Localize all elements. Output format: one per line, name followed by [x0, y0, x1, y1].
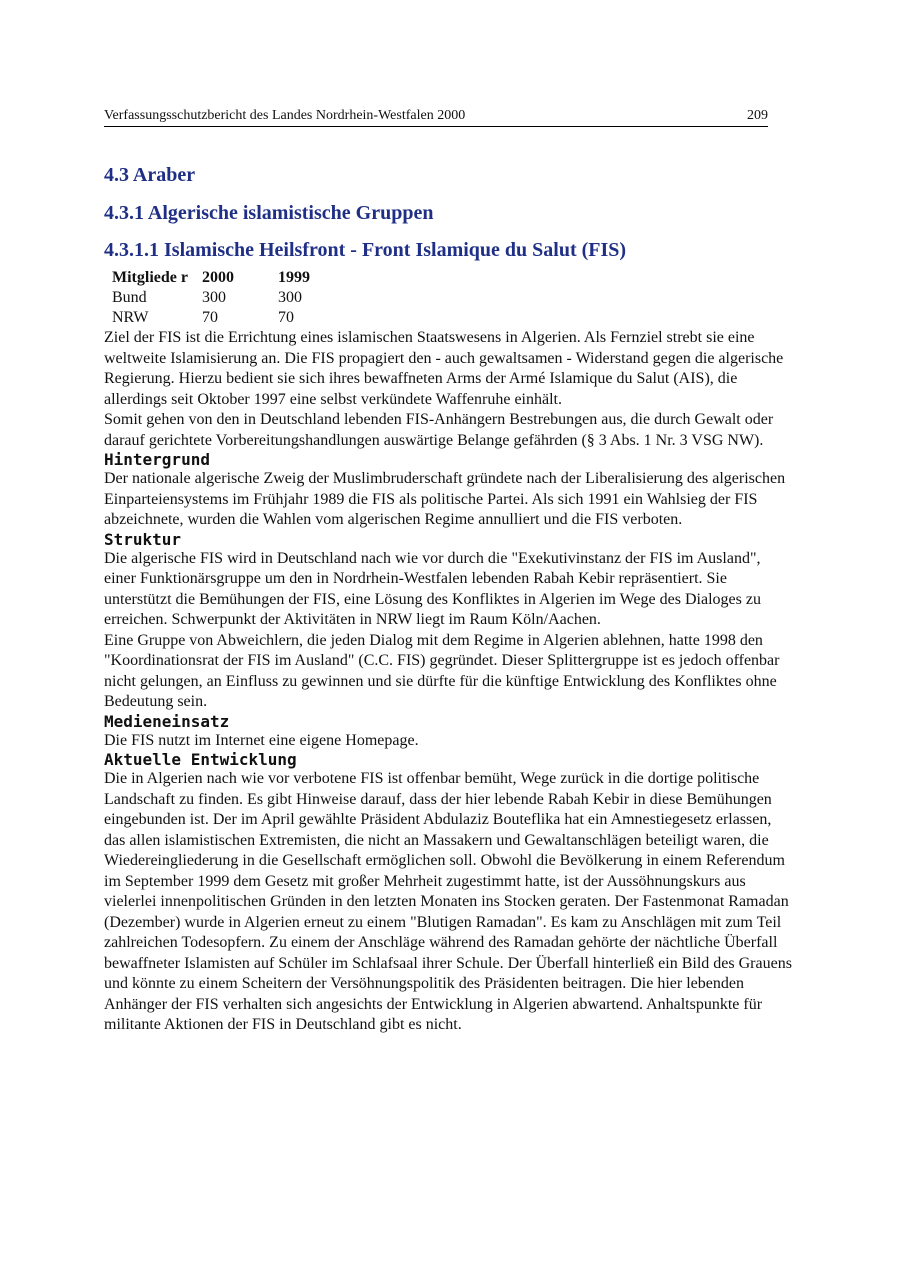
table-header-row	[112, 268, 338, 288]
paragraph-struktur-2: Eine Gruppe von Abweichlern, die jeden Dialog mit dem Regime in Algerien ablehnen, hatte 1998 den "Koordinationsrat der FIS im Ausland" (C.C. FIS) gegründet. Dieser Splittergruppe ist es jedoch offenbar nicht gelungen, an Einfluss zu gewinnen und sie dürfte für die künftige Entwicklung des Konfliktes ohne Bedeutung sein.	[104, 631, 780, 710]
table-cell: 300	[278, 289, 302, 306]
table-row	[112, 288, 338, 308]
paragraph-struktur-1: Die algerische FIS wird in Deutschland nach wie vor durch die "Exekutivinstanz der FIS im Ausland", einer Funktionärsgruppe um den in Nordrhein-Westfalen lebenden Rabah Kebir repräsentiert. Sie unterstützt die Bemühungen der FIS, eine Lösung des Konfliktes in Algerien im Wege des Dialoges zu erreichen. Schwerpunkt der Aktivitäten in NRW liegt im Raum Köln/Aachen.	[104, 549, 761, 628]
table-cell: 70	[278, 309, 294, 326]
paragraph-intro-goal: Ziel der FIS ist die Errichtung eines islamischen Staatswesens in Algerien. Als Fernziel strebt sie eine weltweite Islamisierung an. Die FIS propagiert den - auch gewaltsamen - Widerstand gegen die algerische Regierung. Hierzu bedient sie sich ihres bewaffneten Arms der Armé Islamique du Salut (AIS), die allerdings seit Oktober 1997 eine selbst verkündete Waffenruhe einhält.	[104, 329, 784, 408]
paragraph-intro-consequence: Somit gehen von den in Deutschland lebenden FIS-Anhängern Bestrebungen aus, die durch Gewalt oder darauf gerichtete Vorbereitungshandlungen auswärtige Belange gefährden (§ 3 Abs. 1 Nr. 3 VSG NW).	[104, 411, 774, 449]
table-cell: Bund	[112, 289, 147, 306]
table-header-cell: Mitgliede r	[112, 269, 188, 286]
table-cell: 70	[202, 309, 218, 326]
subheading-medieneinsatz: Medieneinsatz	[104, 711, 230, 731]
heading-section-4-3-1: 4.3.1 Algerische islamistische Gruppen	[104, 202, 434, 224]
table-header-cell: 1999	[278, 269, 310, 286]
page-header	[104, 108, 768, 127]
members-table	[112, 268, 338, 328]
subheading-struktur: Struktur	[104, 529, 182, 549]
table-row	[112, 308, 338, 328]
heading-section-4-3: 4.3 Araber	[104, 164, 196, 186]
table-cell: 300	[202, 289, 226, 306]
paragraph-medieneinsatz: Die FIS nutzt im Internet eine eigene Homepage.	[104, 731, 419, 749]
subheading-hintergrund: Hintergrund	[104, 450, 210, 469]
document-body	[104, 160, 794, 1036]
page-number: 209	[747, 108, 768, 123]
table-cell: NRW	[112, 309, 149, 326]
subheading-aktuelle-entwicklung: Aktuelle Entwicklung	[104, 750, 297, 769]
paragraph-aktuelle-entwicklung: Die in Algerien nach wie vor verbotene FIS ist offenbar bemüht, Wege zurück in die dortige politische Landschaft zu finden. Es gibt Hinweise darauf, dass der hier lebende Rabah Kebir in diese Bemühungen eingebunden ist. Der im April gewählte Präsident Abdulaziz Bouteflika hat ein Amnestiegesetz erlassen, das allen islamistischen Extremisten, die nicht an Massakern und Gewaltanschlägen beteiligt waren, die Wiedereingliederung in die Gesellschaft ermöglichen soll. Obwohl die Bevölkerung in einem Referendum im September 1999 dem Gesetz mit großer Mehrheit zugestimmt hatte, ist der Aussöhnungskurs aus vielerlei innenpolitischen Gründen in den letzten Monaten ins Stocken geraten. Der Fastenmonat Ramadan (Dezember) wurde in Algerien erneut zu einem "Blutigen Ramadan". Es kam zu Anschlägen mit zum Teil zahlreichen Todesopfern. Zu einem der Anschläge während des Ramadan gehörte der nächtliche Überfall bewaffneter Islamisten auf Schüler im Schlafsaal ihrer Schule. Der Überfall hinterließ ein Bild des Grauens und könnte zu einem Scheitern der Versöhnungspolitik des Präsidenten beitragen. Die hier lebenden Anhänger der FIS verhalten sich angesichts der Entwicklung in Algerien abwartend. Anhaltspunkte für militante Aktionen der FIS in Deutschland gibt es nicht.	[104, 770, 792, 1033]
table-header-cell: 2000	[202, 269, 234, 286]
header-title: Verfassungsschutzbericht des Landes Nordrhein-Westfalen 2000	[104, 108, 466, 123]
paragraph-hintergrund: Der nationale algerische Zweig der Muslimbruderschaft gründete nach der Liberalisierung des algerischen Einparteiensystems im Frühjahr 1989 die FIS als politische Partei. Als sich 1991 ein Wahlsieg der FIS abzeichnete, wurden die Wahlen vom algerischen Regime annulliert und die FIS verboten.	[104, 470, 786, 528]
heading-section-4-3-1-1: 4.3.1.1 Islamische Heilsfront - Front Islamique du Salut (FIS)	[104, 239, 627, 261]
